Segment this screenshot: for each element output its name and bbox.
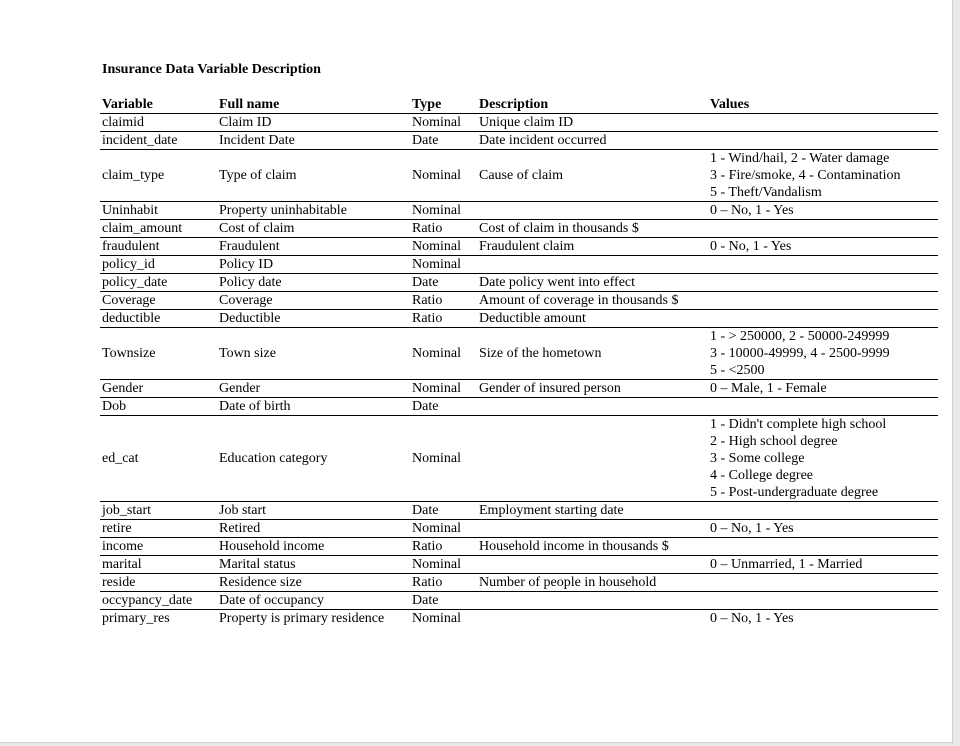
cell-type: Nominal [410, 150, 477, 202]
cell-description: Cost of claim in thousands $ [477, 220, 708, 238]
cell-type: Ratio [410, 538, 477, 556]
cell-full-name: Household income [217, 538, 410, 556]
cell-type: Nominal [410, 328, 477, 380]
cell-description: Amount of coverage in thousands $ [477, 292, 708, 310]
cell-description [477, 256, 708, 274]
cell-values [708, 328, 938, 380]
cell-variable: fraudulent [100, 238, 217, 256]
cell-type: Nominal [410, 380, 477, 398]
cell-values [708, 132, 938, 150]
cell-variable: Coverage [100, 292, 217, 310]
table-header-row [100, 96, 938, 114]
cell-description: Cause of claim [477, 150, 708, 202]
cell-type: Ratio [410, 220, 477, 238]
header-description: Description [477, 96, 708, 114]
value-line: 0 – No, 1 - Yes [710, 611, 794, 626]
value-line: 3 - 10000-49999, 4 - 2500-9999 [710, 346, 890, 361]
cell-variable: policy_id [100, 256, 217, 274]
cell-full-name: Property is primary residence [219, 611, 385, 626]
value-line: 0 – Male, 1 - Female [710, 381, 827, 396]
table-row [100, 380, 938, 398]
table-row [100, 256, 938, 274]
value-line: 1 - > 250000, 2 - 50000-249999 [710, 329, 890, 344]
table-row [100, 502, 938, 520]
cell-variable: Townsize [100, 328, 217, 380]
cell-description [477, 592, 708, 610]
cell-full-name: Date of occupancy [217, 592, 410, 610]
cell-description [477, 556, 708, 574]
table-row [100, 150, 938, 202]
table-body [100, 114, 938, 628]
table-row [100, 610, 938, 628]
variable-table [100, 96, 938, 627]
table-row [100, 238, 938, 256]
table-row [100, 538, 938, 556]
cell-type: Date [410, 592, 477, 610]
cell-values [708, 238, 938, 256]
cell-full-name: Job start [217, 502, 410, 520]
cell-values [708, 556, 938, 574]
cell-variable: incident_date [100, 132, 217, 150]
cell-description [477, 520, 708, 538]
cell-description: Household income in thousands $ [477, 538, 708, 556]
cell-values [708, 310, 938, 328]
cell-values [708, 274, 938, 292]
cell-variable: claimid [100, 114, 217, 132]
cell-values [708, 220, 938, 238]
table-row [100, 274, 938, 292]
cell-description [477, 610, 708, 628]
value-line: 0 – No, 1 - Yes [710, 203, 794, 218]
cell-type: Nominal [410, 202, 477, 220]
cell-description: Employment starting date [477, 502, 708, 520]
cell-full-name: Policy date [217, 274, 410, 292]
cell-full-name: Retired [217, 520, 410, 538]
cell-description: Fraudulent claim [477, 238, 708, 256]
cell-type: Date [410, 502, 477, 520]
cell-type: Ratio [410, 574, 477, 592]
cell-variable: income [100, 538, 217, 556]
table-row [100, 310, 938, 328]
cell-type: Ratio [410, 292, 477, 310]
value-line: 1 - Wind/hail, 2 - Water damage [710, 151, 890, 166]
table-row [100, 556, 938, 574]
value-line: 3 - Some college [710, 451, 805, 466]
value-line: 4 - College degree [710, 468, 814, 483]
table-row [100, 574, 938, 592]
cell-description: Date policy went into effect [477, 274, 708, 292]
header-type: Type [410, 96, 477, 114]
cell-type: Nominal [410, 256, 477, 274]
cell-description: Size of the hometown [477, 328, 708, 380]
cell-variable: policy_date [100, 274, 217, 292]
cell-values [708, 610, 938, 628]
cell-type: Nominal [410, 556, 477, 574]
table-row [100, 398, 938, 416]
cell-values [708, 202, 938, 220]
cell-variable: occypancy_date [100, 592, 217, 610]
cell-type: Date [410, 398, 477, 416]
table-row [100, 520, 938, 538]
value-line: 5 - Post-undergraduate degree [710, 485, 879, 500]
cell-variable: reside [100, 574, 217, 592]
cell-variable: marital [100, 556, 217, 574]
cell-variable: claim_type [100, 150, 217, 202]
value-line: 5 - Theft/Vandalism [710, 185, 822, 200]
cell-values [708, 292, 938, 310]
cell-full-name: Gender [217, 380, 410, 398]
cell-description [477, 202, 708, 220]
table-row [100, 592, 938, 610]
cell-values [708, 150, 938, 202]
cell-type: Nominal [410, 238, 477, 256]
cell-variable: Gender [100, 380, 217, 398]
cell-values [708, 574, 938, 592]
cell-full-name: Claim ID [217, 114, 410, 132]
cell-values [708, 592, 938, 610]
table-row [100, 292, 938, 310]
cell-variable: ed_cat [100, 416, 217, 502]
cell-variable: deductible [100, 310, 217, 328]
cell-variable: Dob [100, 398, 217, 416]
cell-variable: primary_res [102, 611, 170, 626]
cell-type: Date [410, 274, 477, 292]
cell-type: Nominal [410, 114, 477, 132]
cell-type: Ratio [410, 310, 477, 328]
cell-description: Gender of insured person [477, 380, 708, 398]
cell-variable: job_start [100, 502, 217, 520]
cell-values [708, 114, 938, 132]
cell-full-name: Incident Date [217, 132, 410, 150]
value-line: 0 – No, 1 - Yes [710, 521, 794, 536]
value-line: 5 - <2500 [710, 363, 765, 378]
cell-full-name: Type of claim [217, 150, 410, 202]
cell-full-name: Coverage [217, 292, 410, 310]
cell-type: Nominal [412, 611, 461, 626]
value-line: 0 – Unmarried, 1 - Married [710, 557, 863, 572]
value-line: 0 - No, 1 - Yes [710, 239, 792, 254]
cell-full-name: Town size [217, 328, 410, 380]
cell-variable: claim_amount [100, 220, 217, 238]
cell-full-name: Deductible [217, 310, 410, 328]
cell-description [477, 416, 708, 502]
cell-variable: retire [100, 520, 217, 538]
value-line: 3 - Fire/smoke, 4 - Contamination [710, 168, 901, 183]
cell-variable: Uninhabit [100, 202, 217, 220]
cell-full-name: Residence size [217, 574, 410, 592]
cell-values [708, 502, 938, 520]
cell-values [708, 398, 938, 416]
table-row [100, 132, 938, 150]
cell-description: Unique claim ID [477, 114, 708, 132]
header-variable: Variable [100, 96, 217, 114]
header-values: Values [708, 96, 938, 114]
cell-full-name: Policy ID [217, 256, 410, 274]
cell-description: Date incident occurred [477, 132, 708, 150]
cell-full-name: Cost of claim [217, 220, 410, 238]
table-row [100, 220, 938, 238]
cell-description: Number of people in household [477, 574, 708, 592]
value-line: 1 - Didn't complete high school [710, 417, 887, 432]
cell-full-name: Marital status [217, 556, 410, 574]
cell-type: Date [410, 132, 477, 150]
cell-values [708, 538, 938, 556]
cell-values [708, 520, 938, 538]
cell-full-name: Date of birth [217, 398, 410, 416]
cell-description: Deductible amount [477, 310, 708, 328]
cell-type: Nominal [410, 520, 477, 538]
header-full-name: Full name [217, 96, 410, 114]
cell-full-name: Property uninhabitable [217, 202, 410, 220]
cell-values [708, 380, 938, 398]
cell-description [477, 398, 708, 416]
table-row [100, 328, 938, 380]
cell-values [708, 256, 938, 274]
document-title: Insurance Data Variable Description [102, 62, 321, 77]
cell-type: Nominal [410, 416, 477, 502]
table-row [100, 114, 938, 132]
value-line: 2 - High school degree [710, 434, 838, 449]
cell-values [708, 416, 938, 502]
cell-full-name: Fraudulent [217, 238, 410, 256]
table-row [100, 416, 938, 502]
cell-full-name: Education category [217, 416, 410, 502]
table-row [100, 202, 938, 220]
